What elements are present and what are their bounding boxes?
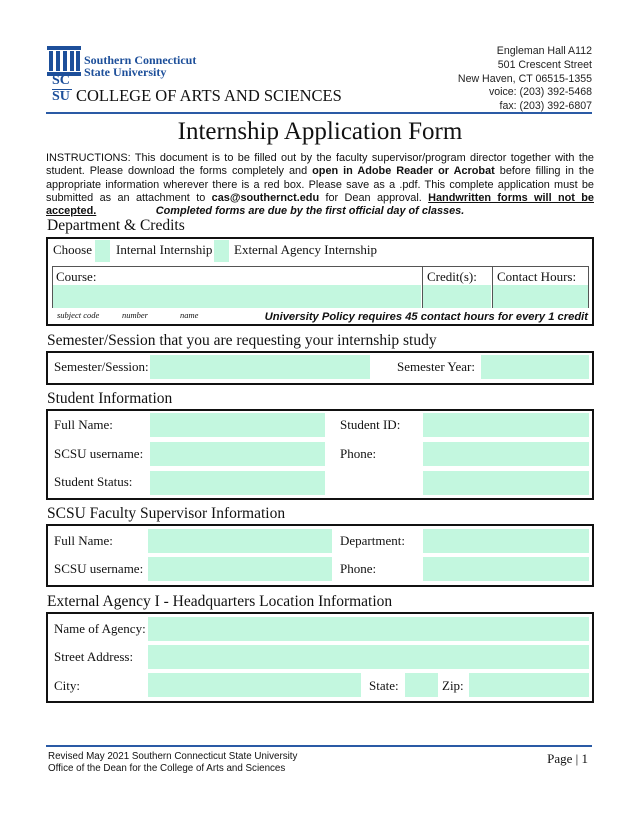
section-title-faculty: SCSU Faculty Supervisor Information — [47, 505, 286, 522]
instructions-part: for Dean approval. — [319, 191, 429, 204]
student-id-label: Student ID: — [340, 417, 401, 432]
course-input[interactable] — [53, 285, 421, 308]
faculty-department-label: Department: — [340, 533, 405, 548]
university-logo — [46, 46, 356, 108]
student-username-label: SCSU username: — [54, 446, 144, 461]
columns-icon — [47, 46, 81, 76]
student-phone-label: Phone: — [340, 446, 377, 461]
faculty-username-input[interactable] — [148, 557, 332, 581]
agency-state-label: State: — [369, 678, 399, 693]
footer-office: Office of the Dean for the College of Arts and Sciences — [48, 763, 286, 774]
agency-name-label: Name of Agency: — [54, 621, 146, 636]
agency-state-input[interactable] — [405, 673, 438, 697]
agency-city-input[interactable] — [148, 673, 361, 697]
agency-name-input[interactable] — [148, 617, 589, 641]
faculty-name-label: Full Name: — [54, 533, 113, 548]
contact-hours-policy: University Policy requires 45 contact hours for every 1 credit — [264, 311, 588, 323]
section-title-agency: External Agency I - Headquarters Location Information — [47, 593, 393, 610]
student-id-input[interactable] — [423, 413, 589, 437]
contact-hours-label: Contact Hours: — [497, 269, 577, 284]
student-status-label: Student Status: — [54, 474, 133, 489]
subject-code-hint: subject code — [57, 310, 100, 320]
instructions-part: INSTRUCTIONS: This document is to be filled out by the faculty supervisor/program director together with the student. Please download the forms completely and — [46, 152, 594, 178]
address-line: voice: (203) 392-5468 — [488, 86, 592, 99]
internal-internship-label: Internal Internship — [116, 242, 213, 257]
faculty-department-input[interactable] — [423, 529, 589, 553]
student-phone-input[interactable] — [423, 442, 589, 466]
credits-input[interactable] — [423, 285, 491, 308]
agency-street-input[interactable] — [148, 645, 589, 669]
instructions-warning: Handwritten forms will not be accepted. — [46, 191, 594, 218]
logo-name-line2: State University — [84, 65, 167, 79]
semester-session-input[interactable] — [150, 355, 370, 379]
logo-monogram-top: SC — [52, 73, 70, 88]
address-line: 501 Crescent Street — [497, 58, 592, 71]
agency-zip-label: Zip: — [442, 678, 464, 693]
course-row-border — [588, 266, 589, 308]
section-title-student: Student Information — [47, 390, 173, 407]
contact-hours-input[interactable] — [493, 285, 588, 308]
instructions-part: before filling in the appropriate information wherever there is a red box. Please save as a .pdf. This complete application must be submitted as an attachment to — [46, 165, 595, 204]
address-block — [458, 45, 592, 114]
section-title-semester: Semester/Session that you are requesting your internship study — [47, 332, 437, 349]
footer-divider — [46, 745, 592, 747]
external-internship-checkbox[interactable] — [214, 240, 229, 262]
faculty-phone-label: Phone: — [340, 561, 377, 576]
semester-year-input[interactable] — [481, 355, 589, 379]
faculty-username-label: SCSU username: — [54, 561, 144, 576]
name-hint: name — [180, 310, 199, 320]
internal-internship-checkbox[interactable] — [95, 240, 110, 262]
credits-label: Credit(s): — [427, 269, 477, 284]
due-date-note: Completed forms are due by the first official day of classes. — [155, 205, 465, 217]
address-line: Engleman Hall A112 — [496, 45, 592, 57]
email-link[interactable]: cas@southernct.edu — [211, 191, 320, 204]
student-username-input[interactable] — [150, 442, 325, 466]
address-line: fax: (203) 392-6807 — [499, 100, 592, 113]
logo-name-line1: Southern Connecticut — [84, 53, 197, 67]
agency-zip-input[interactable] — [469, 673, 589, 697]
student-extra-input[interactable] — [423, 471, 589, 495]
logo-monogram-bottom: SU — [52, 89, 70, 104]
footer-revision: Revised May 2021 Southern Connecticut State University — [48, 751, 298, 762]
external-internship-label: External Agency Internship — [234, 242, 377, 257]
college-name: COLLEGE OF ARTS AND SCIENCES — [76, 86, 342, 105]
page-title: Internship Application Form — [177, 118, 463, 145]
course-row-border — [52, 266, 589, 267]
address-line: New Haven, CT 06515-1355 — [457, 72, 592, 85]
student-name-input[interactable] — [150, 413, 325, 437]
instructions-bold: open in Adobe Reader or Acrobat — [312, 165, 495, 178]
section-title-dept: Department & Credits — [47, 217, 185, 234]
faculty-name-input[interactable] — [148, 529, 332, 553]
faculty-phone-input[interactable] — [423, 557, 589, 581]
choose-label: Choose — [53, 242, 92, 257]
semester-session-label: Semester/Session: — [54, 359, 149, 374]
semester-year-label: Semester Year: — [397, 359, 475, 374]
number-hint: number — [122, 310, 148, 320]
student-name-label: Full Name: — [54, 417, 113, 432]
course-label: Course: — [56, 269, 97, 284]
student-status-input[interactable] — [150, 471, 325, 495]
agency-street-label: Street Address: — [54, 649, 134, 664]
header-divider — [46, 112, 592, 114]
agency-city-label: City: — [54, 678, 81, 693]
page-number: Page | 1 — [547, 751, 588, 766]
